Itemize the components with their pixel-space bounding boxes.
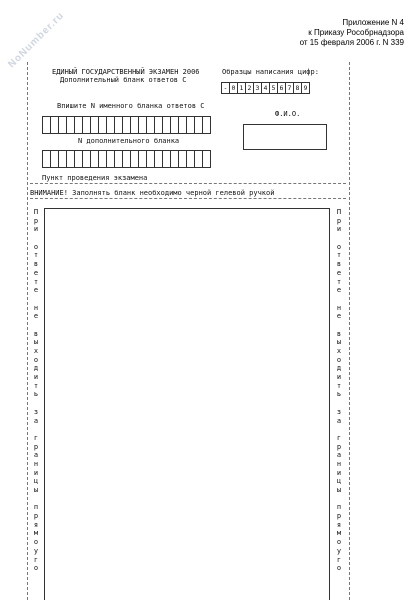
- date-line: от 15 февраля 2006 г. N 339: [299, 38, 404, 47]
- side-letter: я: [33, 520, 39, 529]
- side-letter: о: [33, 538, 39, 547]
- side-letter: р: [33, 216, 39, 225]
- extra-blank-number-cells[interactable]: [42, 150, 210, 168]
- side-letter: х: [336, 347, 342, 355]
- side-letter: н: [336, 303, 342, 312]
- side-letter: и: [33, 225, 39, 234]
- answer-area[interactable]: [44, 208, 330, 600]
- digit-sample-cell: 9: [301, 82, 310, 94]
- side-letter: д: [336, 364, 342, 373]
- side-letter: ы: [33, 486, 39, 494]
- digit-sample-cell: 8: [293, 82, 302, 94]
- divider: [30, 198, 346, 199]
- side-letter: и: [33, 373, 39, 382]
- fio-label: Ф.И.О.: [275, 110, 301, 118]
- side-letter: в: [336, 260, 342, 269]
- side-letter: м: [336, 529, 342, 538]
- side-letter: о: [336, 355, 342, 364]
- side-letter: ц: [33, 477, 39, 486]
- side-letter: о: [336, 564, 342, 573]
- side-letter: а: [336, 416, 342, 425]
- side-letter: о: [33, 355, 39, 364]
- side-instruction-right: [334, 208, 344, 573]
- side-letter: р: [336, 442, 342, 451]
- digit-sample-cell: 0: [229, 82, 238, 94]
- side-letter: е: [33, 268, 39, 277]
- side-instruction-left: [31, 208, 41, 573]
- side-letter: о: [336, 242, 342, 251]
- side-letter: т: [33, 251, 39, 260]
- side-letter: р: [336, 512, 342, 521]
- side-letter: и: [336, 373, 342, 382]
- side-letter: т: [33, 381, 39, 390]
- digit-sample-cell: 1: [237, 82, 246, 94]
- side-letter: п: [33, 503, 39, 512]
- side-letter: е: [336, 286, 342, 295]
- side-letter: ь: [33, 390, 39, 399]
- named-blank-label: Впишите N именного бланка ответов С: [57, 102, 205, 110]
- side-letter: о: [336, 538, 342, 547]
- digit-sample-cell: 4: [261, 82, 270, 94]
- side-letter: н: [336, 459, 342, 468]
- side-letter: ы: [33, 338, 39, 347]
- appendix-line: Приложение N 4: [342, 18, 404, 27]
- digit-sample-cell: 6: [277, 82, 286, 94]
- side-letter: р: [33, 512, 39, 521]
- entry-cell[interactable]: [202, 116, 211, 134]
- side-letter: з: [336, 407, 342, 416]
- side-letter: г: [336, 555, 342, 564]
- side-letter: д: [33, 364, 39, 373]
- side-letter: в: [336, 329, 342, 338]
- side-letter: т: [336, 251, 342, 260]
- side-letter: т: [336, 381, 342, 390]
- side-letter: о: [33, 242, 39, 251]
- side-letter: у: [336, 546, 342, 555]
- side-letter: и: [336, 225, 342, 234]
- exam-title: ЕДИНЫЙ ГОСУДАРСТВЕННЫЙ ЭКЗАМЕН 2006: [52, 68, 200, 76]
- warning-text: ВНИМАНИЕ! Заполнять бланк необходимо черной гелевой ручкой: [30, 189, 275, 197]
- digit-sample-cell: 7: [285, 82, 294, 94]
- digit-sample-cell: 3: [253, 82, 262, 94]
- side-letter: е: [336, 312, 342, 321]
- side-letter: з: [33, 407, 39, 416]
- side-letter: н: [33, 303, 39, 312]
- side-letter: ы: [336, 338, 342, 347]
- side-letter: р: [336, 216, 342, 225]
- side-letter: у: [33, 546, 39, 555]
- entry-cell[interactable]: [202, 150, 211, 168]
- side-letter: в: [33, 329, 39, 338]
- divider: [30, 183, 346, 184]
- side-letter: г: [33, 433, 39, 442]
- side-letter: а: [33, 416, 39, 425]
- side-letter: в: [33, 260, 39, 269]
- side-letter: т: [33, 277, 39, 286]
- side-letter: а: [336, 451, 342, 460]
- side-letter: е: [336, 268, 342, 277]
- side-letter: т: [336, 277, 342, 286]
- side-letter: ц: [336, 477, 342, 486]
- extra-blank-label: N дополнительного бланка: [78, 137, 180, 145]
- side-letter: ь: [336, 390, 342, 399]
- side-letter: е: [33, 286, 39, 295]
- digit-samples: [221, 82, 309, 94]
- side-letter: г: [336, 433, 342, 442]
- digit-sample-cell: -: [221, 82, 230, 94]
- side-letter: м: [33, 529, 39, 538]
- exam-point-label: Пункт проведения экзамена: [42, 174, 148, 182]
- fio-field[interactable]: [243, 124, 327, 150]
- side-letter: е: [33, 312, 39, 321]
- side-letter: П: [336, 208, 342, 216]
- watermark: NoNumber.ru: [6, 9, 67, 71]
- side-letter: а: [33, 451, 39, 460]
- side-letter: х: [33, 347, 39, 355]
- side-letter: г: [33, 555, 39, 564]
- order-line: к Приказу Рособрнадзора: [308, 28, 404, 37]
- side-letter: р: [33, 442, 39, 451]
- side-letter: я: [336, 520, 342, 529]
- side-letter: и: [33, 468, 39, 477]
- named-blank-number-cells[interactable]: [42, 116, 210, 134]
- digit-sample-cell: 2: [245, 82, 254, 94]
- digits-label: Образцы написания цифр:: [222, 68, 319, 76]
- side-letter: ы: [336, 486, 342, 494]
- digit-sample-cell: 5: [269, 82, 278, 94]
- side-letter: и: [336, 468, 342, 477]
- side-letter: П: [33, 208, 39, 216]
- side-letter: о: [33, 564, 39, 573]
- form-subtitle: Дополнительный бланк ответов С: [60, 76, 187, 84]
- side-letter: п: [336, 503, 342, 512]
- side-letter: н: [33, 459, 39, 468]
- document-header: [174, 18, 404, 48]
